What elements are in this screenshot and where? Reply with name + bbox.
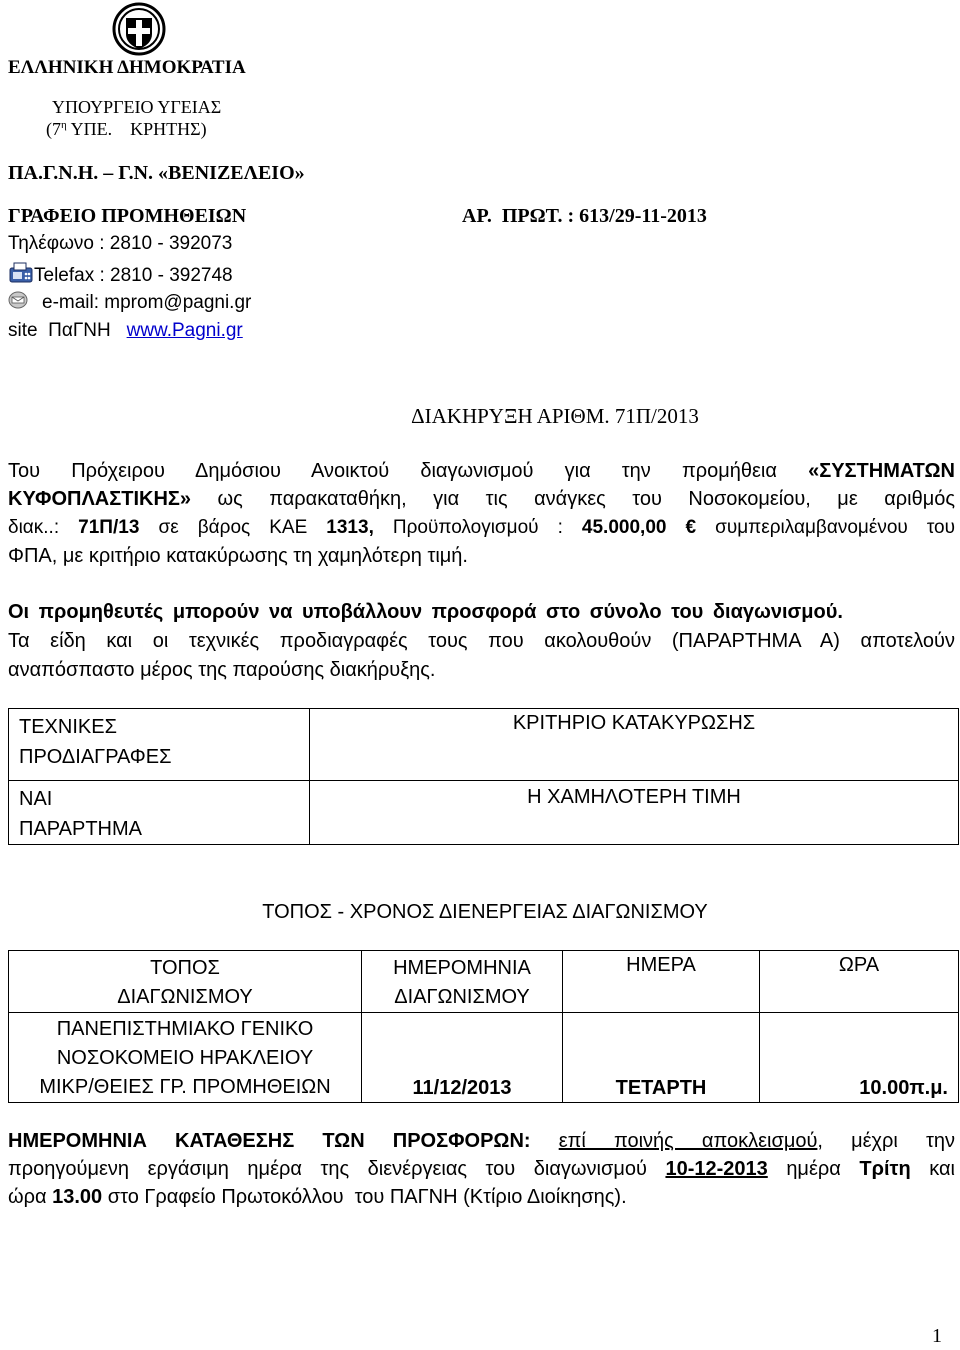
greek-emblem-icon [112, 2, 166, 56]
spec-table-row [9, 709, 959, 781]
intro-line-3: διακ..: 71Π/13 σε βάρος ΚΑΕ 1313, Προϋπολογισμού : 45.000,00 € συμπεριλαμβανομένου του [8, 517, 956, 538]
page-number: 1 [932, 1325, 942, 1347]
place-table-row [9, 1013, 959, 1103]
place-time-title: ΤΟΠΟΣ - ΧΡΟΝΟΣ ΔΙΕΝΕΡΓΕΙΑΣ ΔΙΑΓΩΝΙΣΜΟΥ [262, 901, 708, 923]
hospital-name: ΠΑ.Γ.Ν.Η. – Γ.Ν. «ΒΕΝΙΖΕΛΕΙΟ» [8, 162, 305, 184]
notice-line-1: Τα είδη και οι τεχνικές προδιαγραφές τους που ακολουθούν (ΠΑΡΑΡΤΗΜΑ Α) αποτελούν [8, 630, 955, 652]
document-title: ΔΙΑΚΗΡΥΞΗ ΑΡΙΘΜ. 71Π/2013 [411, 404, 699, 428]
intro-line-1: Του Πρόχειρου Δημόσιου Ανοικτού διαγωνισμού για την προμήθεια «ΣΥΣΤΗΜΑΤΩΝ [8, 460, 955, 482]
spec-cell-technical: ΤΕΧΝΙΚΕΣ ΠΡΟΔΙΑΓΡΑΦΕΣ [9, 709, 310, 781]
cell-day: ΤΕΤΑΡΤΗ [563, 1013, 760, 1103]
email-line: e-mail: mprom@pagni.gr [8, 291, 251, 315]
website-line: site ΠαΓΝΗ www.Pagni.gr [8, 320, 243, 341]
ministry-name: ΥΠΟΥΡΓΕΙΟ ΥΓΕΙΑΣ [52, 97, 222, 117]
intro-line-4: ΦΠΑ, με κριτήριο κατακύρωσης τη χαμηλότερη τιμή. [8, 545, 468, 567]
spec-table [8, 708, 959, 845]
cell-date: 11/12/2013 [362, 1013, 563, 1103]
country-name: ΕΛΛΗΝΙΚΗ ΔΗΜΟΚΡΑΤΙΑ [8, 57, 246, 78]
intro-line-2: ΚΥΦΟΠΛΑΣΤΙΚΗΣ» ως παρακαταθήκη, για τις ανάγκες του Νοσοκομείου, με αριθμός [8, 488, 955, 510]
health-region: ($7^\eta$ ΥΠΕ. ΚΡΗΤΗΣ) [46, 119, 207, 139]
email-icon [8, 291, 28, 315]
telefax-line: Telefax : 2810 - 392748 [8, 262, 233, 290]
spec-table-row [9, 781, 959, 845]
deadline-line-1: ΗΜΕΡΟΜΗΝΙΑ ΚΑΤΑΘΕΣΗΣ ΤΩΝ ΠΡΟΣΦΟΡΩΝ: επί ποινής αποκλεισμού, μέχρι την [8, 1130, 956, 1152]
phone-number: Τηλέφωνο : 2810 - 392073 [8, 233, 233, 254]
office-name: ΓΡΑΦΕΙΟ ΠΡΟΜΗΘΕΙΩΝ [8, 205, 247, 227]
notice-bold: Οι προμηθευτές μπορούν να υποβάλλουν προσφορά στο σύνολο του διαγωνισμού. [8, 601, 843, 623]
header-day: ΗΜΕΡΑ [563, 951, 760, 1013]
header-place: ΤΟΠΟΣ ΔΙΑΓΩΝΙΣΜΟΥ [9, 951, 362, 1013]
website-link[interactable]: www.Pagni.gr [126, 320, 243, 341]
notice-line-2: αναπόσπαστο μέρος της παρούσης διακήρυξης. [8, 659, 436, 681]
cell-time: 10.00π.μ. [760, 1013, 959, 1103]
protocol-number: ΑΡ. ΠΡΩΤ. : 613/29-11-2013 [462, 205, 707, 227]
place-table-header-row [9, 951, 959, 1013]
header-time: ΩΡΑ [760, 951, 959, 1013]
deadline-line-3: ώρα 13.00 στο Γραφείο Πρωτοκόλλου του ΠΑΓΝΗ (Κτίριο Διοίκησης). [8, 1186, 627, 1208]
fax-icon [8, 262, 34, 290]
spec-cell-yes-annex: ΝΑΙ ΠΑΡΑΡΤΗΜΑ [9, 781, 310, 845]
place-table [8, 950, 959, 1103]
cell-place: ΠΑΝΕΠΙΣΤΗΜΙΑΚΟ ΓΕΝΙΚΟ ΝΟΣΟΚΟΜΕΙΟ ΗΡΑΚΛΕΙΟΥ ΜΙΚΡ/ΘΕΙΕΣ ΓΡ. ΠΡΟΜΗΘΕΙΩΝ [9, 1013, 362, 1103]
spec-cell-criterion: ΚΡΙΤΗΡΙΟ ΚΑΤΑΚΥΡΩΣΗΣ [310, 709, 959, 781]
header-date: ΗΜΕΡΟΜΗΝΙΑ ΔΙΑΓΩΝΙΣΜΟΥ [362, 951, 563, 1013]
deadline-line-2: προηγούμενη εργάσιμη ημέρα της διενέργειας του διαγωνισμού 10-12-2013 ημέρα Τρίτη και [8, 1158, 955, 1180]
spec-cell-lowest-price: Η ΧΑΜΗΛΟΤΕΡΗ ΤΙΜΗ [310, 781, 959, 845]
